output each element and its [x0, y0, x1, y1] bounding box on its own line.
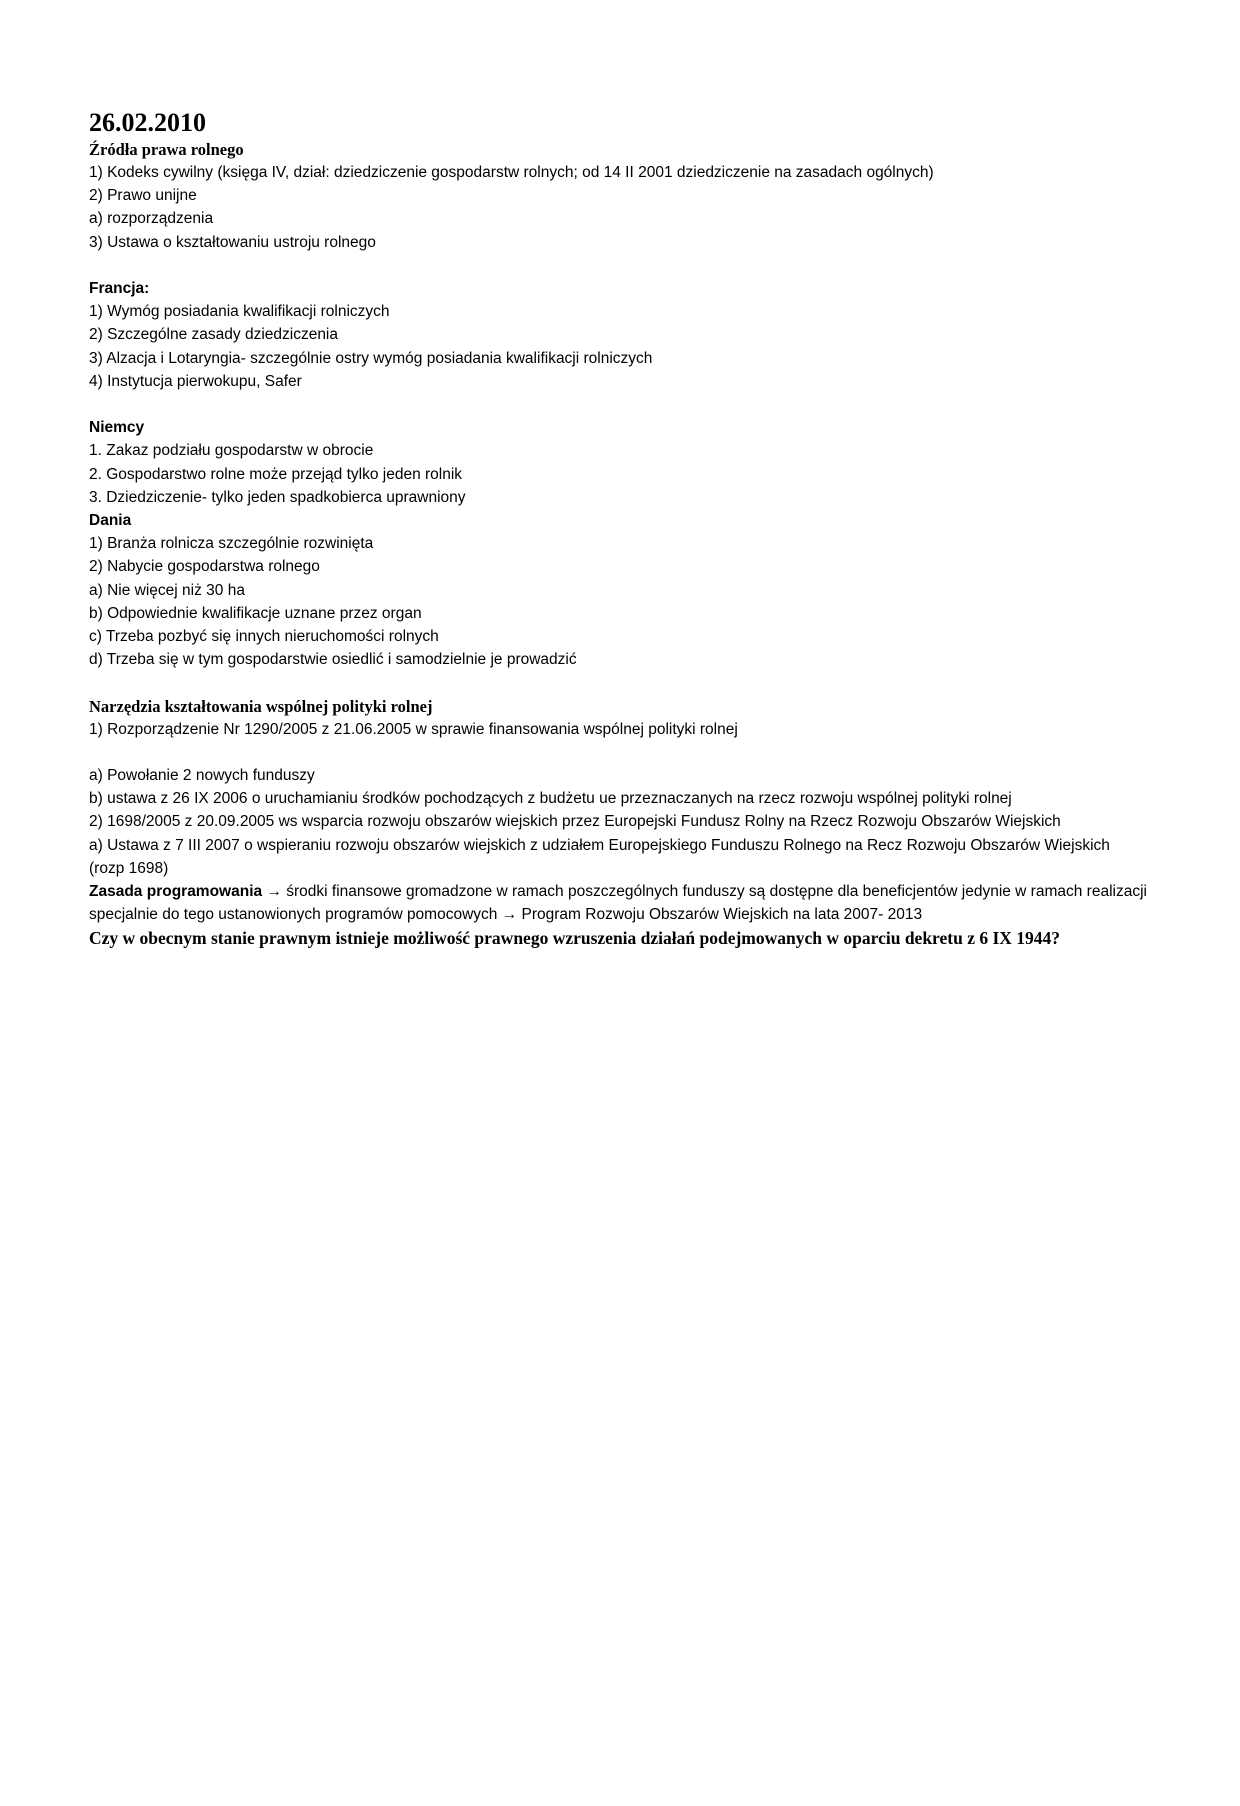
list-item: 1) Kodeks cywilny (księga IV, dział: dziedziczenie gospodarstw rolnych; od 14 II 2001 dziedziczenie na zasadach ogólnych) — [89, 164, 934, 181]
list-item: 2) Prawo unijne — [89, 187, 197, 205]
spacer — [89, 741, 1149, 764]
list-item: b) Odpowiednie kwalifikacje uznane przez organ — [89, 604, 422, 622]
list-item: d) Trzeba się w tym gospodarstwie osiedlić i samodzielnie je prowadzić — [89, 651, 577, 669]
list-item: 2) Nabycie gospodarstwa rolnego — [89, 558, 320, 576]
list-item: 1. Zakaz podziału gospodarstw w obrocie — [89, 442, 374, 460]
list-item: a) rozporządzenia — [89, 210, 214, 228]
zasada-paragraph — [89, 880, 1149, 926]
list-item: 2. Gospodarstwo rolne może przejąd tylko jeden rolnik — [89, 465, 463, 483]
question-text: Czy w obecnym stanie prawnym istnieje możliwość prawnego wzruszenia działań podejmowanych w oparciu dekretu z 6 IX 1944? — [89, 928, 1061, 949]
zasada-label: Zasada programowania — [89, 883, 263, 901]
list-item: b) ustawa z 26 IX 2006 o uruchamianiu środków pochodzących z budżetu ue przeznaczanych na rzecz rozwoju wspólnej polityki rolnej — [89, 790, 1012, 808]
list-item: 1) Branża rolnicza szczególnie rozwinięta — [89, 535, 374, 553]
list-item: a) Nie więcej niż 30 ha — [89, 581, 245, 599]
heading-dania: Dania — [89, 512, 132, 530]
list-item: a) Powołanie 2 nowych funduszy — [89, 767, 315, 785]
list-item: 1) Rozporządzenie Nr 1290/2005 z 21.06.2005 w sprawie finansowania wspólnej polityki rolnej — [89, 720, 738, 738]
document-date: 26.02.2010 — [89, 108, 206, 137]
list-item: 2) 1698/2005 z 20.09.2005 ws wsparcia rozwoju obszarów wiejskich przez Europejski Fundusz Rolny na Rzecz Rozwoju Obszarów Wiejskich — [89, 813, 1061, 831]
arrow-right-icon: → — [501, 906, 518, 924]
heading-zrodla: Źródła prawa rolnego — [89, 140, 244, 159]
list-item: 2) Szczególne zasady dziedziczenia — [89, 326, 338, 344]
spacer — [89, 254, 1149, 277]
list-item: 3) Ustawa o kształtowaniu ustroju rolnego — [89, 233, 376, 251]
list-item: c) Trzeba pozbyć się innych nieruchomości rolnych — [89, 628, 439, 646]
heading-narzedzia: Narzędzia kształtowania wspólnej polityki rolnej — [89, 696, 433, 716]
zasada-text: Program Rozwoju Obszarów Wiejskich na lata 2007- 2013 — [517, 906, 923, 924]
list-item: a) Ustawa z 7 III 2007 o wspieraniu rozwoju obszarów wiejskich z udziałem Europejskiego Funduszu Rolnego na Recz Rozwoju Obszarów Wiejskich (rozp 1698) — [89, 836, 1110, 877]
zasada-text: środki finansowe gromadzone w ramach poszczególnych funduszy są dostępne dla beneficjentów jedynie w ramach realizacji specjalnie do tego ustanowionych programów pomocowych — [89, 883, 1147, 924]
list-item: 3) Alzacja i Lotaryngia- szczególnie ostry wymóg posiadania kwalifikacji rolniczych — [89, 349, 653, 367]
heading-francja: Francja: — [89, 280, 150, 297]
spacer — [89, 393, 1149, 416]
arrow-right-icon: → — [266, 883, 282, 901]
list-item: 1) Wymóg posiadania kwalifikacji rolniczych — [89, 303, 390, 321]
heading-niemcy: Niemcy — [89, 419, 145, 437]
spacer — [89, 671, 1149, 694]
document-page — [89, 108, 1149, 950]
list-item: 3. Dziedziczenie- tylko jeden spadkobierca uprawniony — [89, 488, 466, 506]
list-item: 4) Instytucja pierwokupu, Safer — [89, 372, 302, 390]
